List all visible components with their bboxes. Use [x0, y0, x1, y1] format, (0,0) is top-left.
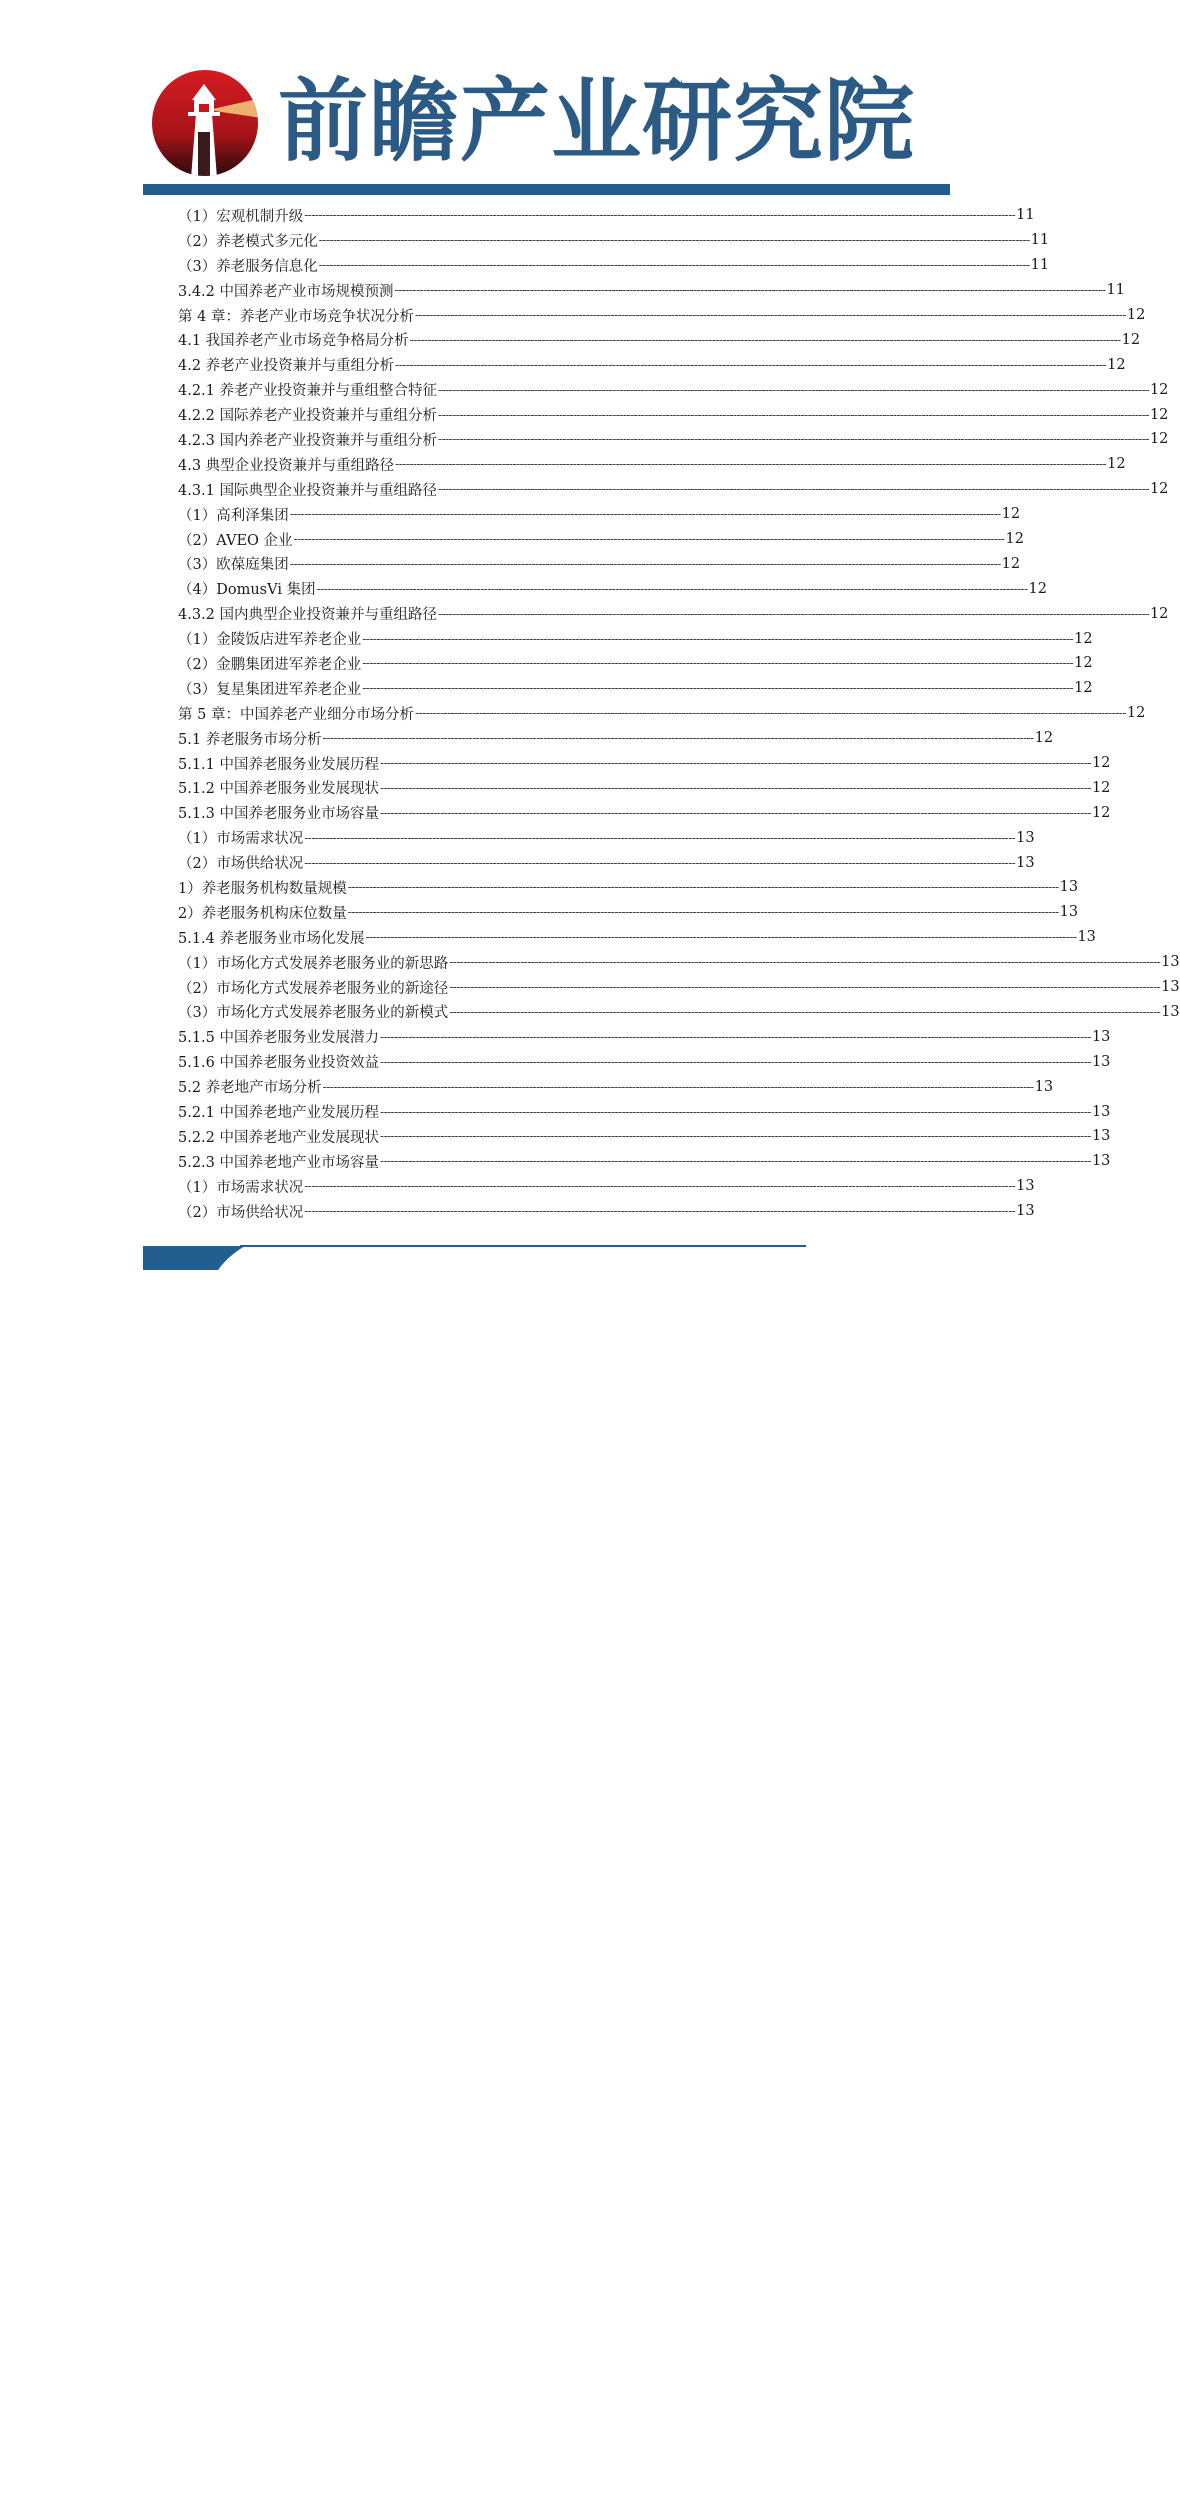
toc-entry[interactable]	[178, 651, 1093, 676]
toc-entry[interactable]	[178, 1000, 1180, 1025]
toc-entry[interactable]	[178, 1199, 1035, 1224]
toc-entry-title: 4.3.1 国际典型企业投资兼并与重组路径	[178, 482, 438, 499]
toc-entry-title: 5.1.3 中国养老服务业市场容量	[178, 806, 380, 823]
toc-entry-page: 12	[1028, 580, 1047, 597]
toc-dot-leader: --------------------------------------------------------------------------------------------------------------------------------------------------------------------------------------------------------	[293, 532, 1005, 547]
brand-logo-text: 前瞻产业研究院	[278, 69, 915, 174]
toc-dot-leader: --------------------------------------------------------------------------------------------------------------------------------------------------------------------------------------------------------	[438, 482, 1149, 497]
toc-entry-page: 12	[1149, 605, 1169, 622]
toc-entry-title: 5.2.1 中国养老地产业发展历程	[178, 1105, 380, 1121]
toc-entry[interactable]	[178, 502, 1021, 527]
toc-entry-title: （1）市场需求状况	[178, 1179, 304, 1196]
toc-dot-leader: --------------------------------------------------------------------------------------------------------------------------------------------------------------------------------------------------------	[438, 606, 1149, 621]
toc-entry-title: （1）市场需求状况	[178, 831, 304, 848]
toc-entry[interactable]	[178, 377, 1169, 402]
toc-dot-leader: --------------------------------------------------------------------------------------------------------------------------------------------------------------------------------------------------------	[289, 507, 1001, 522]
toc-entry[interactable]	[178, 253, 1050, 278]
toc-dot-leader: --------------------------------------------------------------------------------------------------------------------------------------------------------------------------------------------------------	[362, 681, 1074, 696]
toc-dot-leader: --------------------------------------------------------------------------------------------------------------------------------------------------------------------------------------------------------	[304, 208, 1016, 223]
toc-dot-leader: --------------------------------------------------------------------------------------------------------------------------------------------------------------------------------------------------------	[395, 457, 1107, 472]
toc-entry[interactable]	[178, 576, 1047, 601]
header-divider-bar	[143, 184, 950, 195]
toc-entry-title: （2）养老模式多元化	[178, 233, 318, 250]
toc-entry-page: 11	[1016, 207, 1035, 224]
toc-entry-page: 12	[1121, 331, 1141, 348]
toc-entry-page: 12	[1074, 655, 1093, 672]
toc-entry[interactable]	[178, 527, 1024, 552]
table-of-contents	[178, 203, 1180, 1224]
toc-entry-title: 5.2.2 中国养老地产业发展现状	[178, 1129, 380, 1146]
toc-entry[interactable]	[178, 626, 1093, 651]
toc-entry[interactable]	[178, 751, 1111, 776]
page-number: 2	[166, 2488, 174, 2503]
toc-entry-title: 4.2.3 国内养老产业投资兼并与重组分析	[178, 432, 438, 449]
toc-entry[interactable]	[178, 601, 1169, 626]
toc-entry-title: （3）市场化方式发展养老服务业的新模式	[178, 1005, 449, 1022]
toc-entry[interactable]	[178, 352, 1126, 377]
toc-dot-leader: --------------------------------------------------------------------------------------------------------------------------------------------------------------------------------------------------------	[316, 581, 1028, 596]
toc-entry-title: （3）欧葆庭集团	[178, 557, 289, 574]
toc-entry[interactable]	[178, 800, 1111, 825]
toc-entry-title: 5.2 养老地产市场分析	[178, 1080, 322, 1097]
toc-dot-leader: --------------------------------------------------------------------------------------------------------------------------------------------------------------------------------------------------------	[394, 283, 1106, 298]
toc-entry-title: 4.3.2 国内典型企业投资兼并与重组路径	[178, 607, 438, 624]
toc-entry[interactable]	[178, 825, 1035, 850]
toc-entry-title: （2）金鹏集团进军养老企业	[178, 656, 362, 673]
toc-dot-leader: --------------------------------------------------------------------------------------------------------------------------------------------------------------------------------------------------------	[362, 656, 1074, 671]
toc-dot-leader: --------------------------------------------------------------------------------------------------------------------------------------------------------------------------------------------------------	[438, 382, 1149, 397]
toc-entry-page: 13	[1016, 854, 1035, 871]
toc-entry[interactable]	[178, 1024, 1111, 1049]
toc-entry[interactable]	[178, 1099, 1111, 1124]
toc-entry-title: 5.2.3 中国养老地产业市场容量	[178, 1154, 380, 1171]
toc-dot-leader: --------------------------------------------------------------------------------------------------------------------------------------------------------------------------------------------------------	[380, 1054, 1091, 1069]
toc-dot-leader: --------------------------------------------------------------------------------------------------------------------------------------------------------------------------------------------------------	[347, 905, 1059, 920]
toc-entry-title: 1）养老服务机构数量规模	[178, 880, 347, 897]
toc-entry[interactable]	[178, 950, 1180, 975]
toc-entry-title: 4.2.2 国际养老产业投资兼并与重组分析	[178, 408, 438, 425]
toc-entry-page: 12	[1149, 431, 1169, 448]
toc-entry-page: 12	[1074, 630, 1093, 647]
toc-entry-page: 13	[1034, 1078, 1054, 1095]
toc-dot-leader: --------------------------------------------------------------------------------------------------------------------------------------------------------------------------------------------------------	[380, 1029, 1091, 1044]
toc-entry-page: 13	[1077, 929, 1096, 946]
toc-entry-page: 12	[1005, 531, 1024, 548]
toc-entry[interactable]	[178, 203, 1035, 228]
toc-dot-leader: --------------------------------------------------------------------------------------------------------------------------------------------------------------------------------------------------------	[449, 955, 1161, 970]
toc-entry-title: 4.3 典型企业投资兼并与重组路径	[178, 457, 395, 474]
toc-entry-title: 3.4.2 中国养老产业市场规模预测	[178, 283, 394, 300]
toc-dot-leader: --------------------------------------------------------------------------------------------------------------------------------------------------------------------------------------------------------	[380, 805, 1091, 820]
toc-entry-page: 12	[1074, 680, 1093, 697]
toc-dot-leader: --------------------------------------------------------------------------------------------------------------------------------------------------------------------------------------------------------	[380, 1104, 1091, 1119]
toc-entry-title: 4.2.1 养老产业投资兼并与重组整合特征	[178, 383, 438, 400]
toc-entry-title: （1）市场化方式发展养老服务业的新思路	[178, 955, 449, 972]
toc-dot-leader: --------------------------------------------------------------------------------------------------------------------------------------------------------------------------------------------------------	[409, 332, 1121, 347]
toc-entry-page: 13	[1059, 879, 1079, 896]
toc-entry-title: 5.1.6 中国养老服务业投资效益	[178, 1055, 380, 1072]
toc-entry-page: 12	[1126, 307, 1146, 323]
toc-entry-page: 11	[1030, 232, 1050, 249]
toc-entry-title: 5.1.2 中国养老服务业发展现状	[178, 781, 380, 798]
toc-entry[interactable]	[178, 676, 1093, 701]
toc-dot-leader: --------------------------------------------------------------------------------------------------------------------------------------------------------------------------------------------------------	[380, 1129, 1091, 1144]
toc-entry[interactable]	[178, 726, 1054, 751]
toc-entry-page: 12	[1149, 406, 1169, 423]
toc-entry-title: （2）市场供给状况	[178, 1204, 304, 1221]
toc-entry-page: 11	[1030, 257, 1050, 274]
toc-entry[interactable]	[178, 850, 1035, 875]
toc-entry[interactable]	[178, 228, 1050, 253]
toc-dot-leader: --------------------------------------------------------------------------------------------------------------------------------------------------------------------------------------------------------	[365, 930, 1077, 945]
toc-entry-page: 13	[1016, 829, 1035, 846]
toc-entry-page: 12	[1107, 356, 1126, 373]
toc-entry-page: 12	[1107, 456, 1126, 473]
toc-dot-leader: --------------------------------------------------------------------------------------------------------------------------------------------------------------------------------------------------------	[304, 855, 1016, 870]
toc-entry[interactable]	[178, 875, 1079, 900]
toc-entry-title: 5.1.5 中国养老服务业发展潜力	[178, 1030, 380, 1047]
toc-dot-leader: --------------------------------------------------------------------------------------------------------------------------------------------------------------------------------------------------------	[289, 556, 1001, 571]
toc-dot-leader: --------------------------------------------------------------------------------------------------------------------------------------------------------------------------------------------------------	[362, 631, 1074, 646]
toc-entry-page: 13	[1161, 954, 1180, 971]
toc-entry[interactable]	[178, 975, 1180, 1000]
toc-entry-page: 11	[1106, 282, 1125, 299]
toc-entry-title: （1）高利泽集团	[178, 507, 289, 524]
toc-entry-page: 13	[1091, 1128, 1111, 1145]
toc-entry-page: 13	[1161, 1003, 1180, 1020]
toc-entry-title: （2）市场化方式发展养老服务业的新途径	[178, 980, 449, 997]
toc-entry-title: （2）市场供给状况	[178, 856, 304, 873]
toc-dot-leader: --------------------------------------------------------------------------------------------------------------------------------------------------------------------------------------------------------	[438, 432, 1149, 447]
toc-entry[interactable]	[178, 1149, 1111, 1174]
toc-dot-leader: --------------------------------------------------------------------------------------------------------------------------------------------------------------------------------------------------------	[380, 1154, 1091, 1169]
toc-dot-leader: --------------------------------------------------------------------------------------------------------------------------------------------------------------------------------------------------------	[380, 756, 1091, 771]
toc-entry-page: 13	[1016, 1203, 1035, 1220]
toc-entry-title: 5.1.4 养老服务业市场化发展	[178, 930, 365, 947]
toc-dot-leader: --------------------------------------------------------------------------------------------------------------------------------------------------------------------------------------------------------	[304, 1179, 1016, 1194]
toc-entry-title: （3）复星集团进军养老企业	[178, 681, 362, 698]
toc-entry-title: （4）DomusVi 集团	[178, 582, 316, 599]
lighthouse-logo-icon	[150, 68, 260, 178]
toc-entry[interactable]	[178, 900, 1079, 925]
toc-dot-leader: --------------------------------------------------------------------------------------------------------------------------------------------------------------------------------------------------------	[347, 880, 1059, 895]
toc-entry[interactable]	[178, 303, 1146, 328]
toc-entry[interactable]	[178, 278, 1125, 303]
toc-entry-page: 13	[1091, 1103, 1111, 1120]
toc-entry-page: 12	[1126, 705, 1146, 722]
toc-entry-title: 4.1 我国养老产业市场竞争格局分析	[178, 333, 409, 350]
toc-entry[interactable]	[178, 1074, 1054, 1099]
toc-entry[interactable]	[178, 925, 1096, 950]
toc-entry[interactable]	[178, 452, 1126, 477]
toc-entry[interactable]	[178, 1049, 1111, 1074]
toc-dot-leader: --------------------------------------------------------------------------------------------------------------------------------------------------------------------------------------------------------	[380, 780, 1091, 795]
toc-entry-page: 12	[1091, 755, 1111, 772]
toc-dot-leader: --------------------------------------------------------------------------------------------------------------------------------------------------------------------------------------------------------	[395, 357, 1107, 372]
toc-dot-leader: --------------------------------------------------------------------------------------------------------------------------------------------------------------------------------------------------------	[304, 1204, 1016, 1219]
toc-entry-title: 5.1 养老服务市场分析	[178, 731, 322, 748]
toc-entry-page: 12	[1091, 779, 1111, 796]
toc-dot-leader: --------------------------------------------------------------------------------------------------------------------------------------------------------------------------------------------------------	[322, 731, 1034, 746]
toc-entry-page: 13	[1016, 1178, 1035, 1195]
page-footer	[0, 1240, 950, 2503]
toc-entry[interactable]	[178, 1124, 1111, 1149]
toc-entry-title: 4.2 养老产业投资兼并与重组分析	[178, 358, 395, 375]
toc-entry[interactable]	[178, 701, 1146, 726]
toc-entry[interactable]	[178, 775, 1111, 800]
toc-entry-title: （3）养老服务信息化	[178, 258, 318, 275]
toc-entry-page: 13	[1161, 979, 1180, 996]
toc-dot-leader: --------------------------------------------------------------------------------------------------------------------------------------------------------------------------------------------------------	[449, 980, 1161, 995]
toc-entry[interactable]	[178, 402, 1169, 427]
toc-dot-leader: --------------------------------------------------------------------------------------------------------------------------------------------------------------------------------------------------------	[318, 233, 1030, 248]
toc-dot-leader: --------------------------------------------------------------------------------------------------------------------------------------------------------------------------------------------------------	[322, 1079, 1034, 1094]
toc-entry-page: 12	[1149, 481, 1169, 498]
page-header	[0, 0, 950, 200]
toc-entry[interactable]	[178, 551, 1021, 576]
toc-dot-leader: --------------------------------------------------------------------------------------------------------------------------------------------------------------------------------------------------------	[438, 407, 1149, 422]
toc-entry-title: 2）养老服务机构床位数量	[178, 905, 347, 922]
toc-dot-leader: --------------------------------------------------------------------------------------------------------------------------------------------------------------------------------------------------------	[414, 706, 1126, 721]
toc-entry-page: 13	[1091, 1028, 1111, 1045]
footer-decoration	[0, 1240, 950, 1280]
toc-entry[interactable]	[178, 327, 1141, 352]
toc-dot-leader: --------------------------------------------------------------------------------------------------------------------------------------------------------------------------------------------------------	[318, 258, 1030, 273]
toc-dot-leader: --------------------------------------------------------------------------------------------------------------------------------------------------------------------------------------------------------	[304, 830, 1016, 845]
toc-entry-page: 13	[1091, 1153, 1111, 1170]
toc-entry-title: （2）AVEO 企业	[178, 532, 293, 549]
toc-entry-page: 13	[1091, 1053, 1111, 1070]
toc-dot-leader: --------------------------------------------------------------------------------------------------------------------------------------------------------------------------------------------------------	[449, 1004, 1161, 1019]
toc-entry-page: 12	[1001, 555, 1021, 572]
toc-entry-title: 第 5 章：中国养老产业细分市场分析	[178, 706, 414, 723]
toc-entry-title: （1）金陵饭店进军养老企业	[178, 632, 362, 649]
toc-entry-title: （1）宏观机制升级	[178, 208, 304, 225]
toc-entry-page: 12	[1001, 506, 1021, 523]
toc-entry-page: 12	[1034, 730, 1054, 747]
toc-entry-page: 12	[1149, 381, 1169, 398]
toc-entry-title: 第 4 章：养老产业市场竞争状况分析	[178, 308, 414, 325]
toc-entry[interactable]	[178, 1174, 1035, 1199]
toc-entry-title: 5.1.1 中国养老服务业发展历程	[178, 756, 380, 773]
toc-entry-page: 13	[1059, 904, 1079, 921]
toc-dot-leader: --------------------------------------------------------------------------------------------------------------------------------------------------------------------------------------------------------	[414, 308, 1126, 322]
toc-entry-page: 12	[1091, 804, 1111, 821]
toc-entry[interactable]	[178, 427, 1169, 452]
toc-entry[interactable]	[178, 477, 1169, 502]
